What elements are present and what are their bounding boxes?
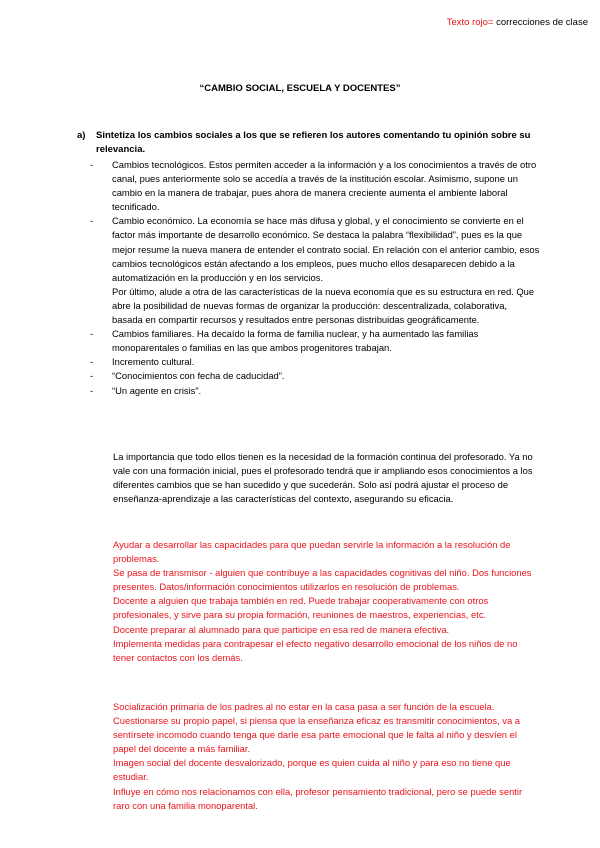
bullet-dash: -: [90, 370, 94, 382]
bullet-dash: -: [90, 215, 94, 227]
bullet-dash: -: [90, 328, 94, 340]
list-item: [90, 327, 540, 355]
list-item: [90, 214, 540, 327]
correction-line: Docente preparar al alumnado para que participe en esa red de manera efectiva.: [113, 623, 450, 635]
question-text: Sintetiza los cambios sociales a los que se refieren los autores comentando tu opinión sobre su relevancia.: [96, 130, 531, 155]
correction-line: Docente a alguien que trabaja también en red. Puede trabajar cooperativamente con otros profesionales, y sirve para su propia formación, reuniones de maestros, experiencias, etc.: [113, 595, 489, 621]
correction-line: Implementa medidas para contrapesar el efecto negativo desarrollo emocional de los niños de no tener contactos con los demás.: [113, 637, 518, 663]
bullet-text: Cambio económico. La economía se hace más difusa y global, y el conocimiento se convierte en el factor más importante de desarrollo económico. Se destaca la palabra “flexibilidad”, pues es la que mejor resume la nueva manera de entender el contrato social. En relación con el anterior cambio, esos cambios tecnológicos están afectando a los empleos, pues mucho ellos desaparecen debido a la automatización en la producción y en los servicios.: [112, 215, 540, 283]
bullet-text: Incremento cultural.: [112, 356, 195, 368]
bullet-text: “Un agente en crisis”.: [112, 384, 202, 396]
class-corrections-block-1: [113, 538, 538, 665]
list-item: [90, 158, 540, 214]
list-item: [90, 355, 540, 369]
correction-line: Socialización primaria de los padres al no estar en la casa pasa a ser función de la escuela.: [113, 701, 495, 712]
bullet-dash: -: [90, 356, 94, 368]
correction-line: Se pasa de transmisor - alguien que contribuye a las capacidades cognitivas del niño. Dos funciones presentes. Datos/información conocimientos utilizarlos en resolución de problemas.: [113, 567, 532, 593]
document-title: “CAMBIO SOCIAL, ESCUELA Y DOCENTES”: [199, 83, 401, 94]
correction-line: Influye en cómo nos relacionamos con ella, profesor pensamiento tradicional, pero se puede sentir raro con una familia monoparental.: [113, 785, 523, 811]
legend-red-label: Texto rojo=: [446, 17, 494, 28]
class-corrections-block-2: [113, 700, 538, 813]
bullet-text: Cambios familiares. Ha decaído la forma de familia nuclear, y ha aumentado las familias monoparentales o familias en las que ambos progenitores trabajan.: [112, 328, 479, 354]
bullet-dash: -: [90, 384, 94, 396]
legend: [447, 17, 588, 28]
question-label: a): [77, 130, 86, 141]
list-item: [90, 384, 540, 398]
list-item: [90, 369, 540, 383]
bullet-extra-text: Por último, alude a otra de las características de la nueva economía que es su estructura en red. Que abre la posibilidad de nuevas formas de organizar la producción: descentralizada, colaborativa, basada en compartir recursos y resultados entre personas distribuidas geográficamente.: [112, 285, 535, 326]
bullet-list: [90, 158, 540, 398]
conclusion-paragraph: La importancia que todo ellos tienen es la necesidad de la formación continua del profesorado. Ya no vale con una formación inicial, pues el profesorado tendrá que ir ampliando esos conocimientos a los diferentes cambios que se han sucedido y que sucederán. Solo así podrá ajustar el proceso de enseñanza-aprendizaje a las características del contexto, asegurando su eficacia.: [113, 451, 533, 505]
correction-line: Imagen social del docente desvalorizado, porque es quien cuida al niño y para eso no tiene que estudiar.: [113, 757, 511, 783]
legend-text: correcciones de clase: [493, 17, 588, 28]
correction-line: Ayudar a desarrollar las capacidades para que puedan servirle la información a la resolución de problemas.: [113, 539, 511, 565]
bullet-text: “Conocimientos con fecha de caducidad”.: [112, 370, 285, 382]
bullet-dash: -: [90, 159, 94, 170]
bullet-text: Cambios tecnológicos. Estos permiten acceder a la información y a los conocimientos a través de otro canal, pues anteriormente solo se accedía a través de la institución escolar. Asimismo, supone un cambio en la manera de trabajar, pues ahora de manera creciente aumenta el ambiente laboral tecnificado.: [112, 159, 537, 213]
question: [77, 129, 537, 157]
correction-line: Cuestionarse su propio papel, si piensa que la enseñanza eficaz es transmitir conocimientos, va a sentírsete incomodo cuando tenga que darle esa parte emocional que le falta al niño y desvíen el papel del docente a más familiar.: [113, 715, 520, 755]
